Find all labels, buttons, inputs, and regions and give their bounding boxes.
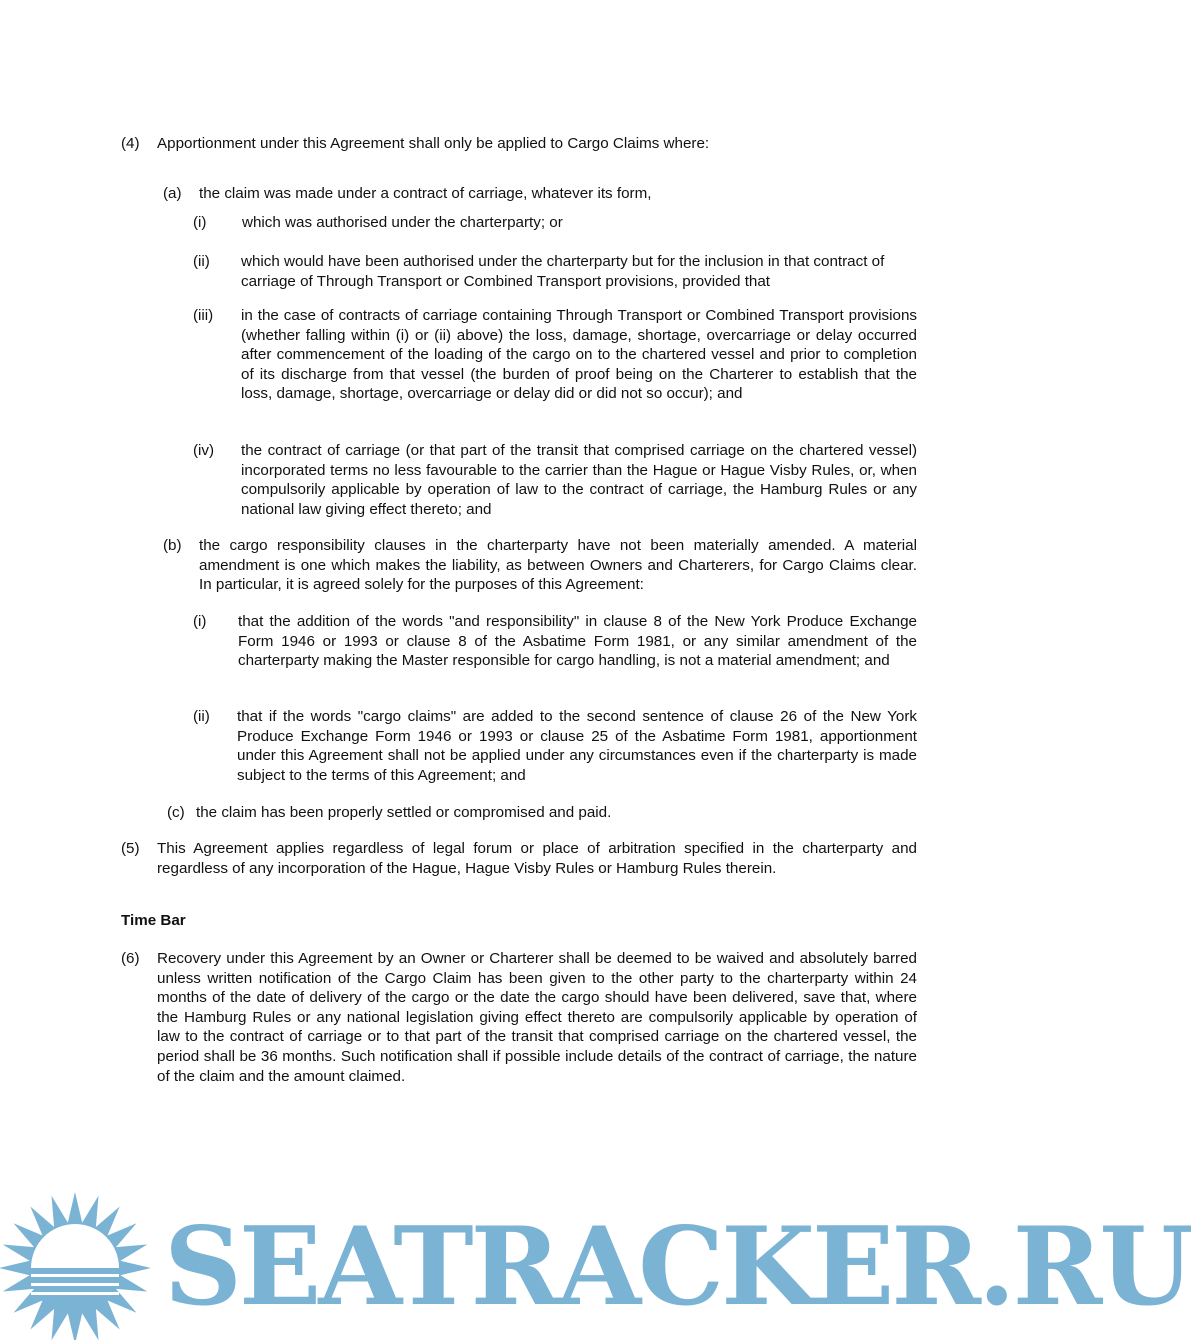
clause-6-text: Recovery under this Agreement by an Owner or Charterer shall be deemed to be waived and absolutely barred unless written notification of the Cargo Claim has been given to the other party to the charterparty within 24 months of the date of delivery of the cargo or the date the cargo should have been delivered, save that, where the Hamburg Rules or any national legislation giving effect thereto are compulsorily applicable by operation of law to the contract of carriage or to that part of the transit that comprised carriage on the chartered vessel, the period shall be 36 months. Such notification shall if possible include details of the contract of carriage, the nature of the claim and the amount claimed. bbox=[157, 950, 917, 1085]
clause-a-i-text: which was authorised under the charterparty; or bbox=[242, 214, 563, 231]
clause-a-ii-text: which would have been authorised under the charterparty but for the inclusion in that contract of carriage of Through Transport or Combined Transport provisions, provided that bbox=[241, 253, 885, 290]
clause-a-ii-label: (ii) bbox=[193, 253, 210, 270]
clause-a-i-label: (i) bbox=[193, 214, 207, 231]
clause-c-text: the claim has been properly settled or compromised and paid. bbox=[196, 804, 612, 821]
clause-a-iii-text: in the case of contracts of carriage containing Through Transport or Combined Transport provisions (whether falling within (i) or (ii) above) the loss, damage, shortage, overcarriage or delay occurred after commencement of the loading of the cargo on to the chartered vessel and prior to completion of its discharge from that vessel (the burden of proof being on the Charterer to establish that the loss, damage, shortage, overcarriage or delay did or did not so occur); and bbox=[241, 307, 917, 403]
clause-b-ii-label: (ii) bbox=[193, 708, 210, 725]
clause-a-iii-label: (iii) bbox=[193, 307, 214, 324]
clause-b-i-text: that the addition of the words "and responsibility" in clause 8 of the New York Produce Exchange Form 1946 or 1993 or clause 8 of the Asbatime Form 1981, or any similar amendment of the charterparty making the Master responsible for cargo handling, is not a material amendment; and bbox=[238, 613, 917, 670]
sun-icon bbox=[0, 1188, 160, 1340]
clause-b-text: the cargo responsibility clauses in the charterparty have not been materially amended. A material amendment is one which makes the liability, as between Owners and Charterers, for Cargo Claims clear. In particular, it is agreed solely for the purposes of this Agreement: bbox=[199, 537, 917, 594]
clause-a-iv-label: (iv) bbox=[193, 442, 215, 459]
clause-b-label: (b) bbox=[163, 537, 182, 554]
clause-5-text: This Agreement applies regardless of legal forum or place of arbitration specified in the charterparty and regardless of any incorporation of the Hague, Hague Visby Rules or Hamburg Rules therein. bbox=[157, 840, 917, 877]
clause-a-label: (a) bbox=[163, 185, 182, 202]
watermark bbox=[0, 1188, 1191, 1340]
clause-c-label: (c) bbox=[167, 804, 185, 821]
clause-b-ii-text: that if the words "cargo claims" are added to the second sentence of clause 26 of the New York Produce Exchange Form 1946 or 1993 or clause 25 of the Asbatime Form 1981, apportionment under this Agreement shall not be applied under any circumstances even if the charterparty is made subject to the terms of this Agreement; and bbox=[237, 708, 917, 784]
clause-a-iv-text: the contract of carriage (or that part of the transit that comprised carriage on the chartered vessel) incorporated terms no less favourable to the carrier than the Hague or Hague Visby Rules, or, when compulsorily applicable by operation of law to the contract of carriage, the Hamburg Rules or any national law giving effect thereto; and bbox=[241, 442, 917, 518]
clause-b-i-label: (i) bbox=[193, 613, 207, 630]
section-heading-time-bar: Time Bar bbox=[121, 912, 186, 929]
clause-6-label: (6) bbox=[121, 950, 140, 967]
clause-4-label: (4) bbox=[121, 135, 140, 152]
watermark-text: SEATRACKER.RU bbox=[164, 1204, 1191, 1330]
clause-a-text: the claim was made under a contract of carriage, whatever its form, bbox=[199, 185, 652, 202]
clause-5-label: (5) bbox=[121, 840, 140, 857]
clause-4-text: Apportionment under this Agreement shall only be applied to Cargo Claims where: bbox=[157, 135, 710, 152]
